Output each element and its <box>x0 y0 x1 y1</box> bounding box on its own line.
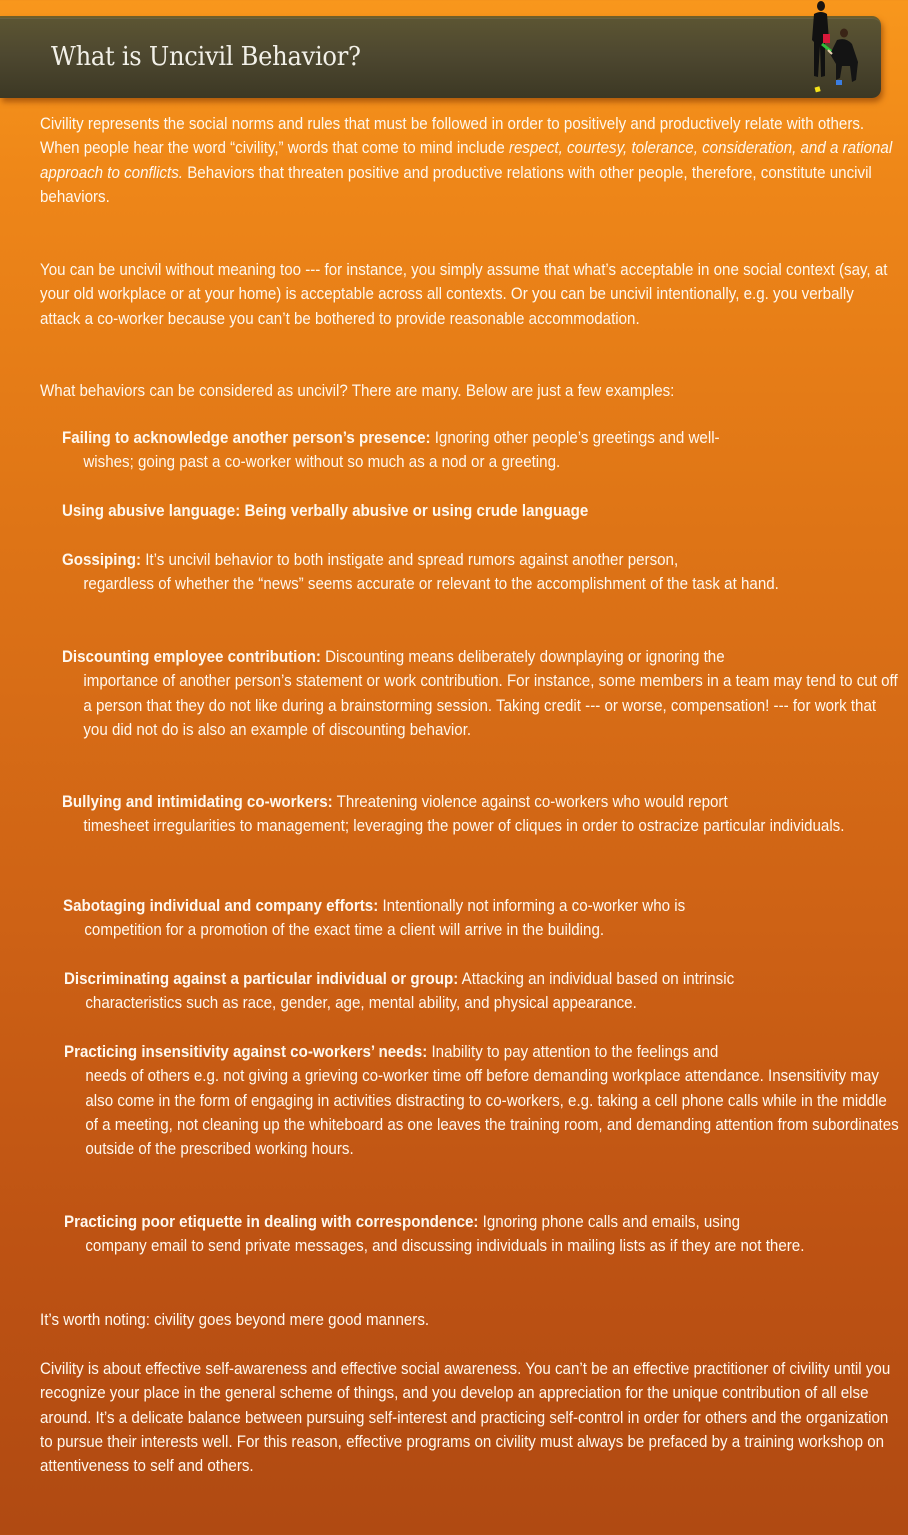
title-banner <box>0 16 881 98</box>
example-label: Gossiping: <box>62 550 142 569</box>
example-item: Practicing insensitivity against co-workers’ needs: Inability to pay attention to the feelings and needs of others e.g. not giving a grieving co-worker time off before demanding workplace attendance. Insensitivity may also come in the form of engaging in activities distracting to co-workers, e.g. taking a cell phone calls while in the middle of a meeting, not cleaning up the whiteboard as one leaves the training room, and demanding attention from subordinates outside of the prescribed working hours. <box>64 1042 899 1159</box>
business-people-illustration-icon <box>792 0 872 96</box>
intro-paragraph-1 <box>40 112 900 209</box>
example-item: Discriminating against a particular individual or group: Attacking an individual based on intrinsic characteristics such as race, gender, age, mental ability, and physical appearance. <box>64 969 735 1013</box>
example-item: Gossiping: It’s uncivil behavior to both instigate and spread rumors against another person, regardless of whether the “news” seems accurate or relevant to the accomplishment of the task at hand. <box>62 550 779 594</box>
intro-paragraph-1-text: Civility represents the social norms and rules that must be followed in order to positively and productively relate with others. When people hear the word “civility,” words that come to mind include respect, courtesy, tolerance, consideration, and a rational approach to conflicts. Behaviors that threaten positive and productive relations with other people, therefore, constitute uncivil behaviors. <box>40 114 893 206</box>
example-label: Using abusive language: Being verbally abusive or using crude language <box>62 501 589 520</box>
intro-paragraph-3: What behaviors can be considered as uncivil? There are many. Below are just a few examples: <box>40 381 675 400</box>
closing-paragraph: Civility is about effective self-awareness and effective social awareness. You can’t be an effective practitioner of civility until you recognize your place in the general scheme of things, and you develop an appreciation for the unique contribution of all else around. It’s a delicate balance between pursuing self-interest and practicing self-control in order for others and the organization to pursue their interests well. For this reason, effective programs on civility must always be prefaced by a training workshop on attentiveness to self and others. <box>40 1359 891 1476</box>
example-label: Discounting employee contribution: <box>62 647 321 666</box>
page-title: What is Uncivil Behavior? <box>51 42 361 72</box>
example-label: Practicing insensitivity against co-workers’ needs: <box>64 1042 428 1061</box>
example-label: Failing to acknowledge another person’s presence: <box>62 428 431 447</box>
example-item <box>62 499 900 523</box>
closing-note: It’s worth noting: civility goes beyond mere good manners. <box>40 1310 430 1329</box>
example-item: Failing to acknowledge another person’s presence: Ignoring other people’s greetings and well- wishes; going past a co-worker without so much as a nod or a greeting. <box>62 428 720 472</box>
example-item: Sabotaging individual and company efforts: Intentionally not informing a co-worker who is competition for a promotion of the exact time a client will arrive in the building. <box>63 896 686 940</box>
civility-words-italic: respect, courtesy, tolerance, consideration, and a rational approach to conflicts. <box>40 138 893 182</box>
example-item: Practicing poor etiquette in dealing with correspondence: Ignoring phone calls and emails, using company email to send private messages, and discussing individuals in mailing lists as if they are not there. <box>64 1212 805 1256</box>
intro-paragraph-2: You can be uncivil without meaning too --- for instance, you simply assume that what’s acceptable in one social context (say, at your old workplace or at your home) is acceptable across all contexts. Or you can be uncivil intentionally, e.g. you verbally attack a co-worker because you can’t be bothered to provide reasonable accommodation. <box>40 260 888 328</box>
example-item: Bullying and intimidating co-workers: Threatening violence against co-workers who would report timesheet irregularities to management; leveraging the power of cliques in order to ostracize particular individuals. <box>62 792 845 836</box>
example-label: Bullying and intimidating co-workers: <box>62 792 333 811</box>
example-item: Discounting employee contribution: Discounting means deliberately downplaying or ignoring the importance of another person’s statement or work contribution. For instance, some members in a team may tend to cut off a person that they do not like during a brainstorming session. Taking credit --- or worse, compensation! --- for work that you did not do is also an example of discounting behavior. <box>62 647 898 739</box>
example-label: Discriminating against a particular individual or group: <box>64 969 459 988</box>
example-label: Sabotaging individual and company efforts: <box>63 896 379 915</box>
example-label: Practicing poor etiquette in dealing with correspondence: <box>64 1212 479 1231</box>
